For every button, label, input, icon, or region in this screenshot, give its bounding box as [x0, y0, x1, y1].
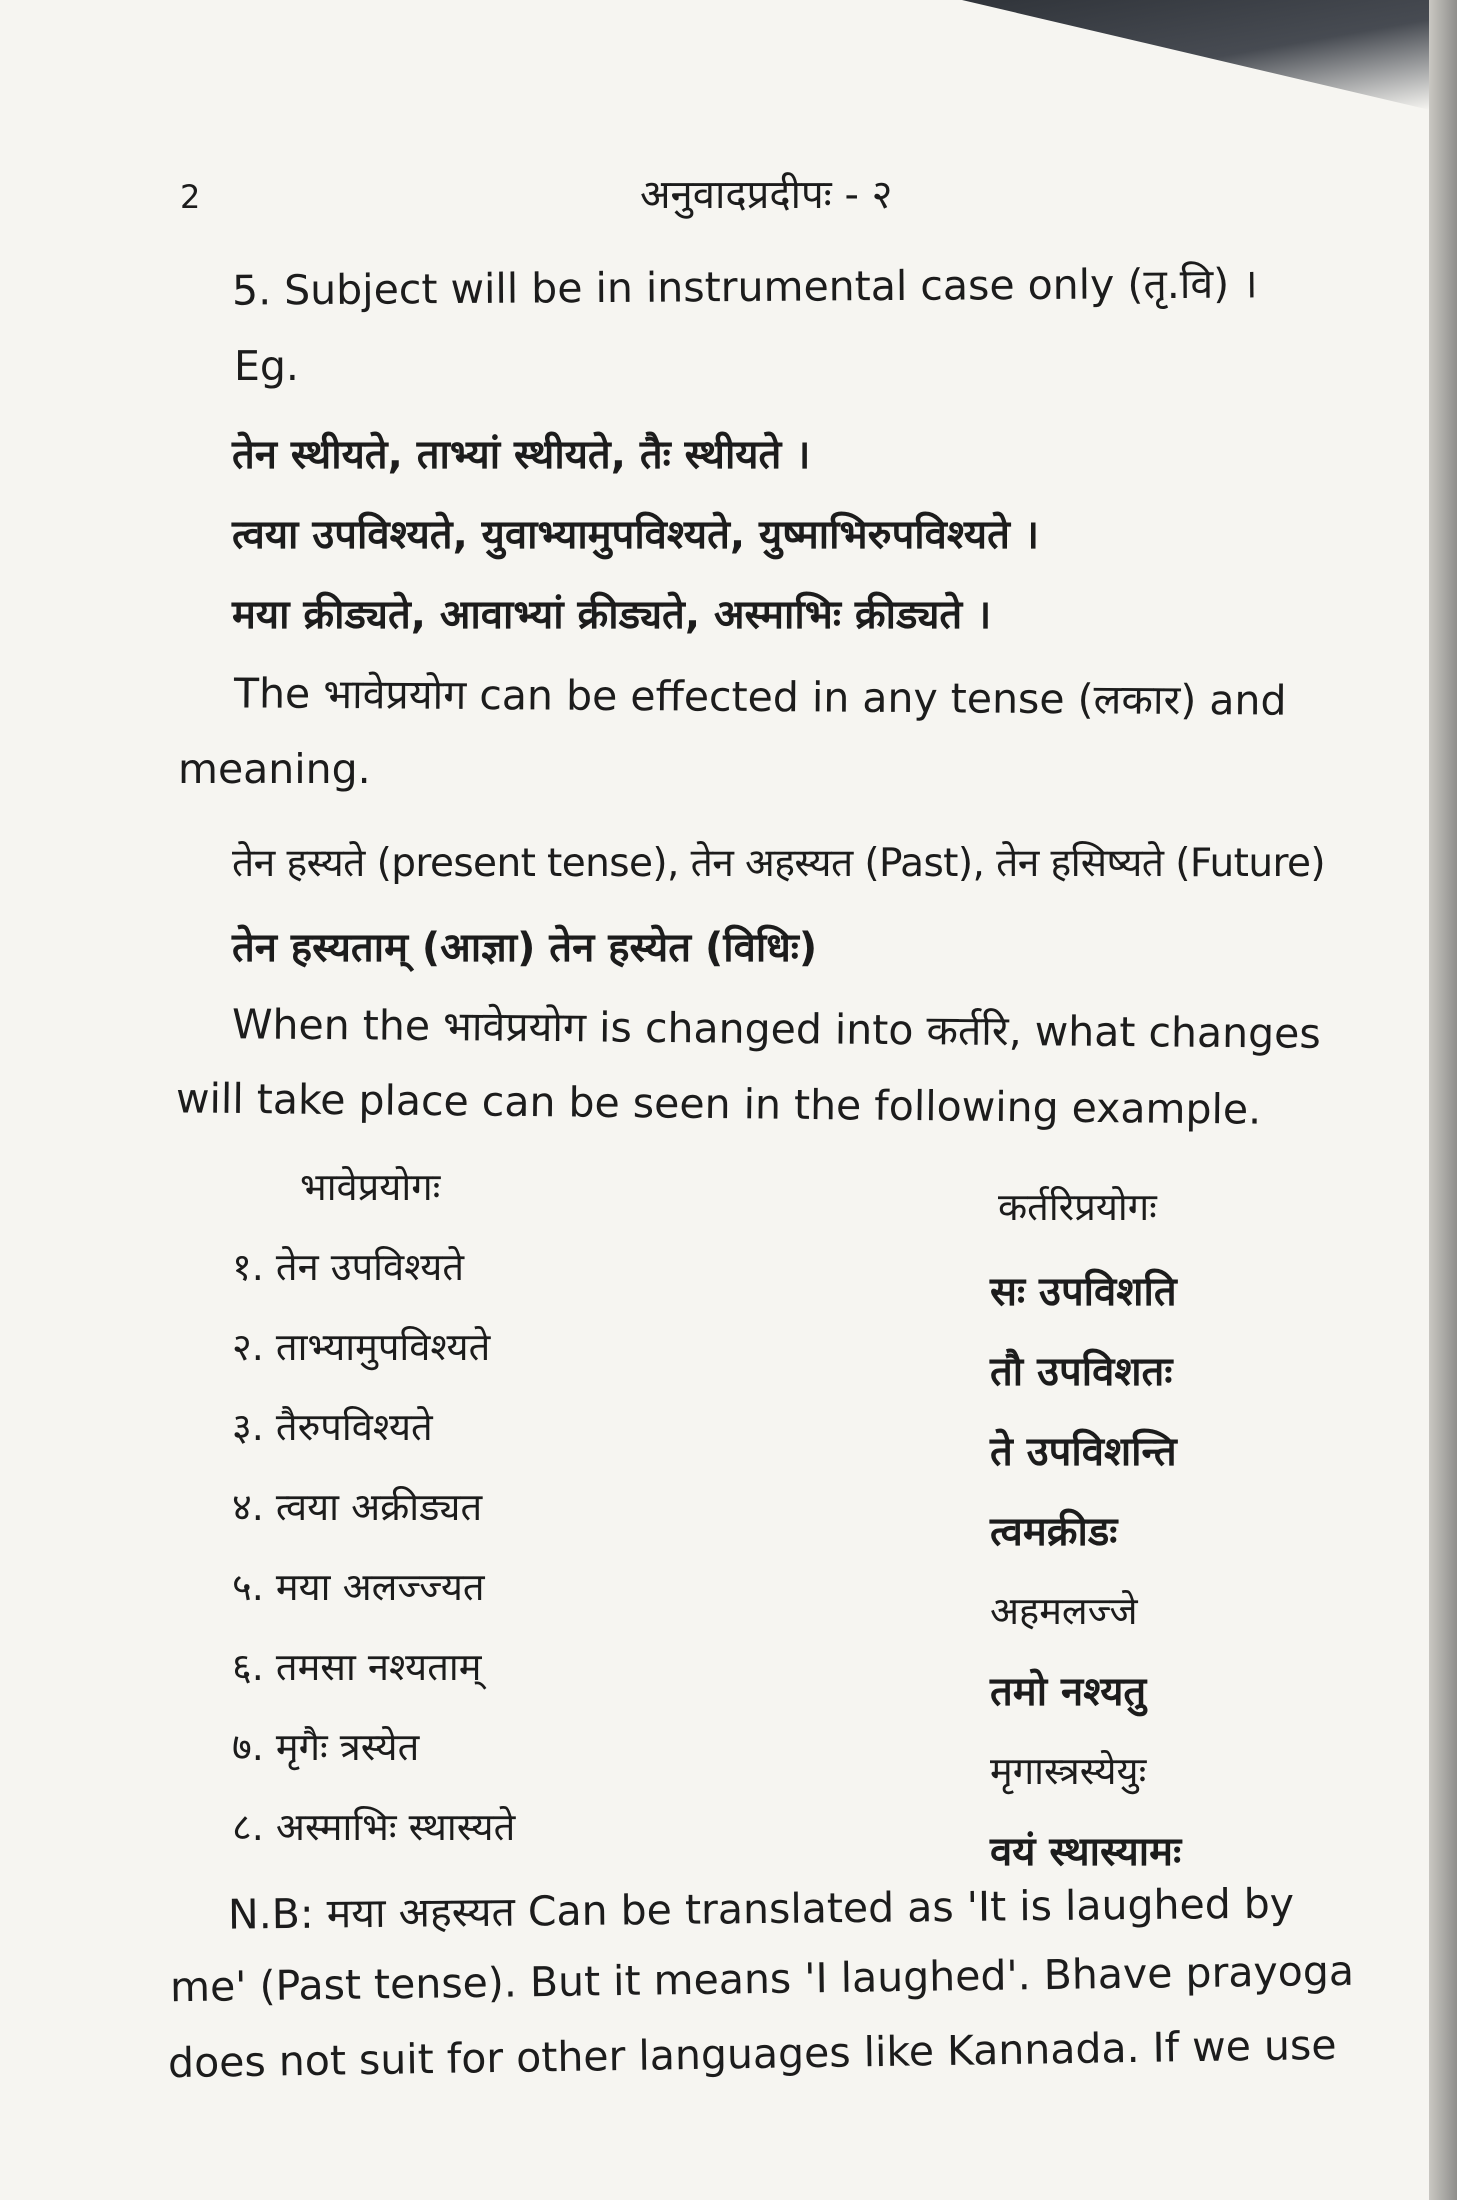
page-corner-shadow [910, 0, 1430, 110]
table-row: मृगास्त्रस्येयुः [990, 1749, 1147, 1793]
table-row: तमो नश्यतु [990, 1669, 1147, 1715]
table-row: अहमलज्जे [990, 1589, 1138, 1633]
note-line: me' (Past tense). But it means 'I laughed'. Bhave prayoga [169, 1946, 1355, 2012]
table-row: ७. मृगैः त्रस्येत [232, 1725, 420, 1769]
table-row: त्वमक्रीडः [990, 1509, 1118, 1555]
table-row: ३. तैरुपविश्यते [232, 1405, 433, 1449]
note-line: does not suit for other languages like Kannada. If we use [167, 2020, 1337, 2088]
paragraph-line: The भावेप्रयोग can be effected in any tense (लकार) and [233, 669, 1287, 725]
paragraph-line: meaning. [178, 745, 371, 793]
tense-examples: तेन हस्यताम् (आज्ञा) तेन हस्येत (विधिः) [232, 925, 818, 971]
table-row: वयं स्थास्यामः [990, 1829, 1182, 1875]
table-row: ८. अस्माभिः स्थास्यते [232, 1805, 516, 1849]
table-row: २. ताभ्यामुपविश्यते [232, 1325, 491, 1369]
table-row: १. तेन उपविश्यते [232, 1245, 464, 1289]
paragraph-line: When the भावेप्रयोग is changed into कर्तरि, what changes [231, 1000, 1321, 1058]
table-row: ६. तमसा नश्यताम् [232, 1645, 482, 1689]
example-line: मया क्रीड्यते, आवाभ्यां क्रीड्यते, अस्माभिः क्रीड्यते । [232, 592, 992, 638]
example-line: त्वया उपविश्यते, युवाभ्यामुपविश्यते, युष्माभिरुपविश्यते । [232, 512, 1039, 558]
paragraph-line: will take place can be seen in the following example. [175, 1074, 1262, 1134]
running-title: अनुवादप्रदीपः - २ [640, 172, 893, 218]
table-row: ५. मया अलज्ज्यत [232, 1565, 485, 1609]
table-header-right: कर्तरिप्रयोगः [998, 1185, 1157, 1229]
table-row: ४. त्वया अक्रीड्यत [232, 1485, 483, 1529]
table-row: सः उपविशति [990, 1269, 1177, 1315]
table-row: तौ उपविशतः [990, 1349, 1173, 1395]
tense-examples: तेन हस्यते (present tense), तेन अहस्यत (Past), तेन हसिष्यते (Future) [232, 841, 1326, 886]
table-row: ते उपविशन्ति [990, 1429, 1177, 1475]
page-number: 2 [180, 178, 201, 216]
example-line: तेन स्थीयते, ताभ्यां स्थीयते, तैः स्थीयते । [232, 432, 811, 478]
page-edge [1429, 0, 1457, 2200]
rule-5-text: 5. Subject will be in instrumental case only (तृ.वि) । [231, 259, 1258, 315]
table-header-left: भावेप्रयोगः [300, 1165, 441, 1209]
eg-label: Eg. [234, 342, 299, 390]
note-line: N.B: मया अहस्यत Can be translated as 'It is laughed by [227, 1879, 1295, 1939]
